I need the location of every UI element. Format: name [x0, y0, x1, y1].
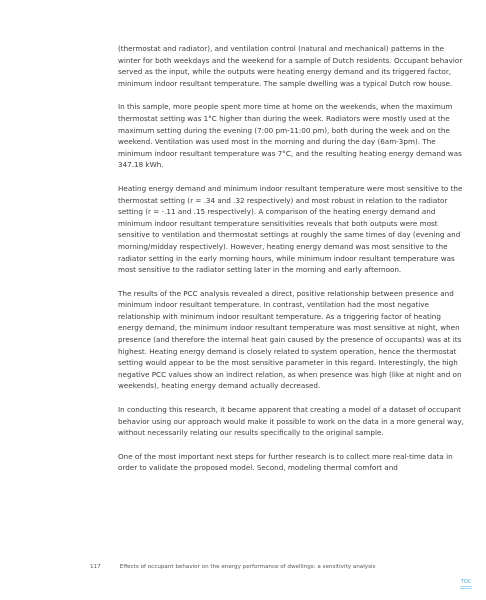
page-footer	[90, 564, 450, 570]
toc-lines-icon	[460, 586, 472, 589]
paragraph: The results of the PCC analysis revealed a direct, positive relationship between presence and minimum indoor resultant temperature. In contrast, ventilation had the most negative relationship with minimum indoor resultant temperature. As a triggering factor of heating energy demand, the minimum indoor resultant temperature was most sensitive at night, when presence (and therefore the internal heat gain caused by the presence of occupants) was at its highest. Heating energy demand is closely related to system operation, hence the thermostat setting would appear to be the most sensitive parameter in this regard. Interestingly, the high negative PCC values show an indirect relation, as when presence was high (like at night and on weekends), heating energy demand actually decreased.	[118, 288, 462, 391]
body-text	[118, 43, 468, 486]
toc-link[interactable]	[460, 579, 472, 589]
paragraph: In this sample, more people spent more time at home on the weekends, when the maximum thermostat setting was 1°C higher than during the week. Radiators were mostly used at the maximum setting during the evening (7:00 pm-11:00 pm), both during the week and on the weekend. Ventilation was used most in the morning and during the day (6am-3pm). The minimum indoor resultant temperature was 7°C, and the resulting heating energy demand was 347.18 kWh.	[118, 102, 462, 170]
running-title: Effects of occupant behavior on the energy performance of dwellings: a sensitivity analysis	[119, 564, 376, 570]
page-number: 117	[90, 564, 101, 570]
toc-label: TOC	[460, 579, 472, 585]
paragraph: In conducting this research, it became apparent that creating a model of a dataset of occupant behavior using our approach would make it possible to work on the data in a more general way, without necessarily relating our results specifically to the original sample.	[118, 405, 464, 438]
paragraph: (thermostat and radiator), and ventilation control (natural and mechanical) patterns in the winter for both weekdays and the weekend for a sample of Dutch residents. Occupant behavior served as the input, while the outputs were heating energy demand and its triggered factor, minimum indoor resultant temperature. The sample dwelling was a typical Dutch row house.	[118, 44, 463, 88]
paragraph: One of the most important next steps for further research is to collect more real-time data in order to validate the proposed model. Second, modeling thermal comfort and	[118, 451, 453, 473]
paragraph: Heating energy demand and minimum indoor resultant temperature were most sensitive to the thermostat setting (r = .34 and .32 respectively) and most robust in relation to the radiator setting (r = -.11 and .15 respectively). A comparison of the heating energy demand and minimum indoor resultant temperature sensitivities reveals that both outputs were most sensitive to ventilation and thermostat settings at roughly the same times of day (evening and morning/midday respectively). However, heating energy demand was most sensitive to the radiator setting in the early morning hours, while minimum indoor resultant temperature was most sensitive to the radiator setting later in the morning and early afternoon.	[118, 183, 463, 275]
